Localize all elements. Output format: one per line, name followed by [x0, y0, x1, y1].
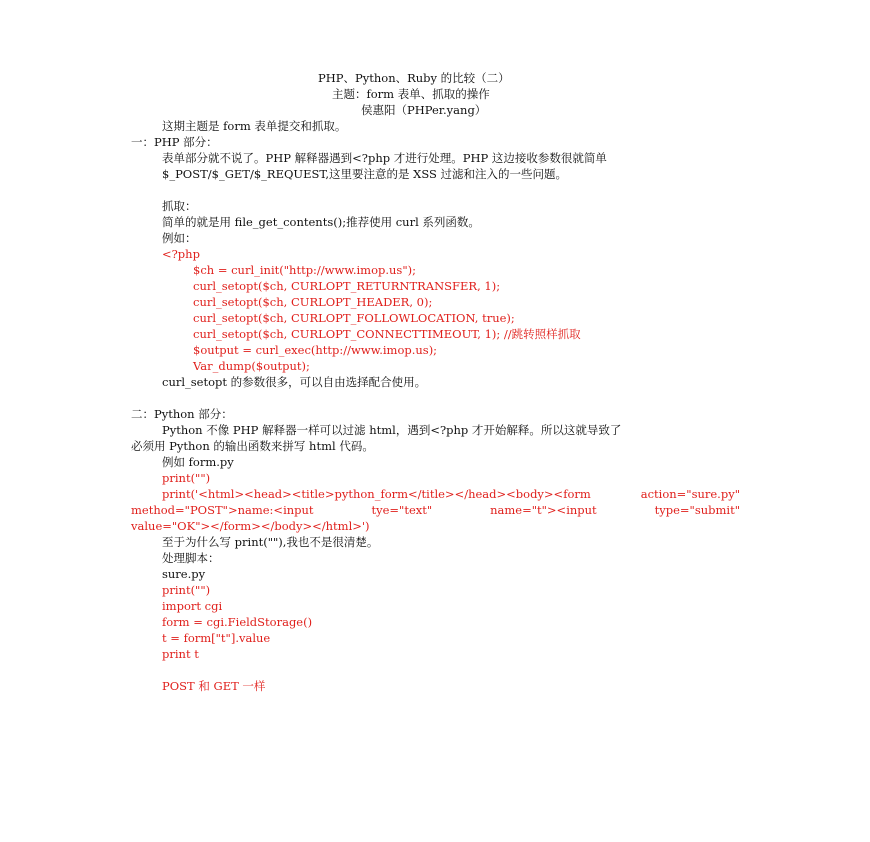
php-code-line: $ch = curl_init("http://www.imop.us");: [193, 263, 416, 277]
php-code-line: <?php: [162, 247, 200, 261]
code-segment: name="t"><input: [490, 503, 597, 517]
php-code-line: curl_setopt($ch, CURLOPT_CONNECTTIMEOUT, 1); //跳转照样抓取: [193, 327, 581, 341]
python-example-label: 例如 form.py: [162, 455, 234, 469]
code-segment: tye="text": [371, 503, 433, 517]
python-section-heading: 二：Python 部分：: [131, 407, 233, 421]
python-paragraph-line-1: Python 不像 PHP 解释器一样可以过滤 html，遇到<?php 才开始解释。所以这就导致了: [162, 423, 622, 437]
php-paragraph-line-1: 表单部分就不说了。PHP 解释器遇到<?php 才进行处理。PHP 这边接收参数很就简单: [162, 151, 607, 165]
fetch-description: 简单的就是用 file_get_contents();推荐使用 curl 系列函数。: [162, 215, 480, 229]
intro-text: 这期主题是 form 表单提交和抓取。: [162, 119, 347, 133]
handler-code-line: form = cgi.FieldStorage(): [162, 615, 313, 629]
document-title: PHP、Python、Ruby 的比较（二）: [318, 71, 510, 85]
code-segment: print('<html><head><title>python_form</title></head><body><form: [162, 487, 591, 501]
document-subtitle: 主题：form 表单、抓取的操作: [332, 87, 490, 101]
php-code-line: curl_setopt($ch, CURLOPT_HEADER, 0);: [193, 295, 433, 309]
python-code-line: [162, 486, 740, 502]
php-code-line: $output = curl_exec(http://www.imop.us);: [193, 343, 438, 357]
fetch-label: 抓取：: [162, 199, 197, 213]
php-example-label: 例如：: [162, 231, 197, 245]
code-segment: type="submit": [654, 503, 740, 517]
handler-code-line: import cgi: [162, 599, 223, 613]
print-note: 至于为什么写 print(""),我也不是很清楚。: [162, 535, 379, 549]
code-segment: method="POST">name:<input: [131, 503, 314, 517]
curl-note: curl_setopt 的参数很多，可以自由选择配合使用。: [162, 375, 427, 389]
php-code-line: Var_dump($output);: [193, 359, 310, 373]
python-code-line: print(""): [162, 471, 211, 485]
handler-filename: sure.py: [162, 567, 206, 581]
handler-code-line: print(""): [162, 583, 211, 597]
post-get-note: POST 和 GET 一样: [162, 679, 266, 693]
handler-code-line: print t: [162, 647, 199, 661]
document-author: 侯惠阳（PHPer.yang）: [361, 103, 487, 117]
handler-code-line: t = form["t"].value: [162, 631, 271, 645]
php-paragraph-line-2: $_POST/$_GET/$_REQUEST,这里要注意的是 XSS 过滤和注入的一些问题。: [162, 167, 568, 181]
php-code-line: curl_setopt($ch, CURLOPT_RETURNTRANSFER, 1);: [193, 279, 501, 293]
code-segment: action="sure.py": [640, 487, 740, 501]
python-paragraph-line-2: 必须用 Python 的输出函数来拼写 html 代码。: [131, 439, 374, 453]
python-code-line: value="OK"></form></body></html>'): [131, 519, 370, 533]
python-code-line: [131, 502, 740, 518]
php-code-line: curl_setopt($ch, CURLOPT_FOLLOWLOCATION, true);: [193, 311, 515, 325]
php-section-heading: 一：PHP 部分：: [131, 135, 218, 149]
handler-label: 处理脚本：: [162, 551, 220, 565]
